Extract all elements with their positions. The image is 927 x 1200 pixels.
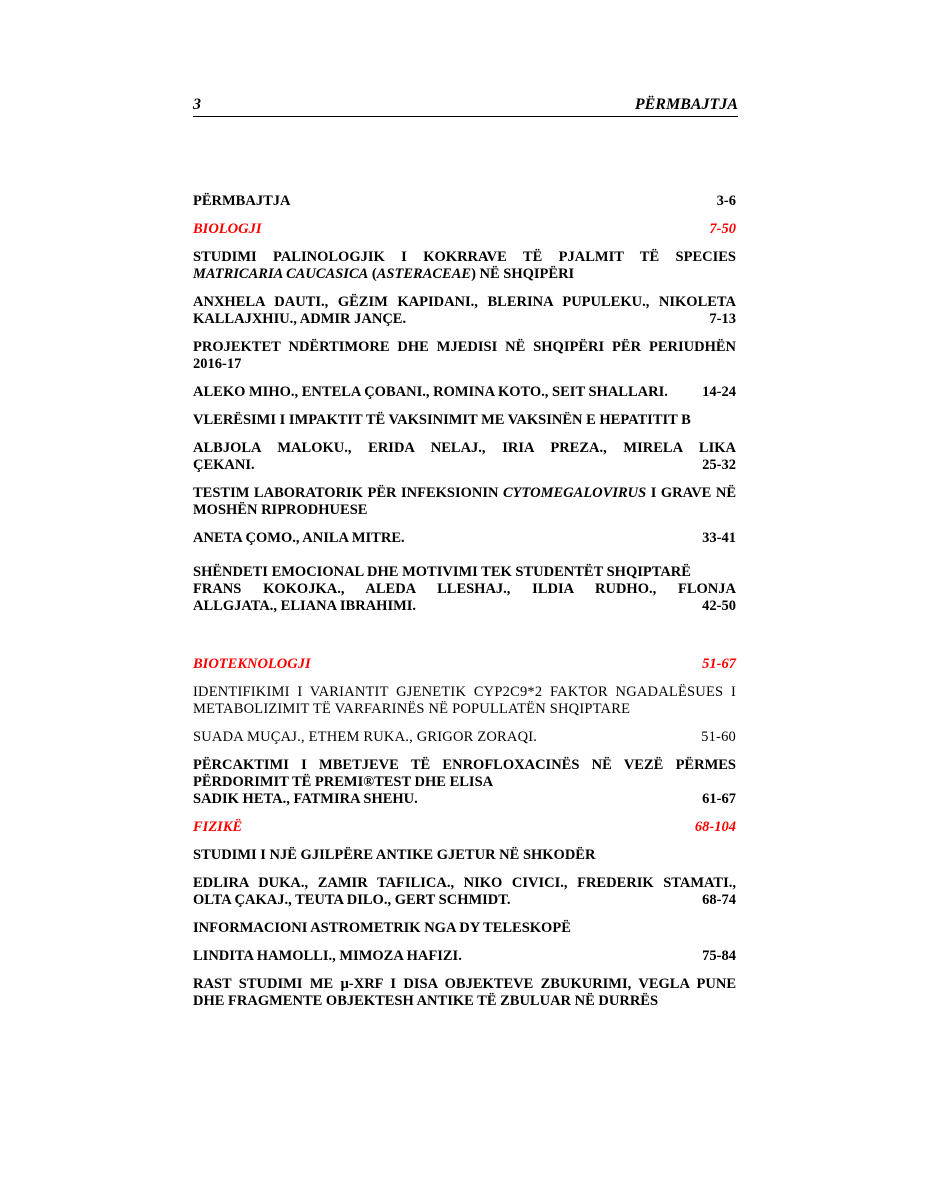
toc-entry-authors: ALEKO MIHO., ENTELA ÇOBANI., ROMINA KOTO., SEIT SHALLARI. 14-24 — [193, 384, 736, 400]
toc-entry-title[interactable]: VLERËSIMI I IMPAKTIT TË VAKSINIMIT ME VAKSINËN E HEPATITIT B — [193, 412, 691, 428]
toc-entry-authors: ANXHELA DAUTI., GËZIM KAPIDANI., BLERINA PUPULEKU., NIKOLETA KALLAJXHIU., ADMIR JANÇE. 7-13 — [193, 294, 736, 327]
section-label: BIOLOGJI — [193, 221, 262, 237]
table-of-contents — [193, 193, 736, 1021]
section-label: FIZIKË — [193, 819, 243, 835]
toc-entry-pages: 68-74 — [702, 892, 736, 908]
toc-entry-pages: 61-67 — [702, 791, 736, 807]
toc-entry-title[interactable]: PROJEKTET NDËRTIMORE DHE MJEDISI NË SHQIPËRI PËR PERIUDHËN 2016-17 — [193, 339, 736, 372]
toc-entry-title[interactable]: SHËNDETI EMOCIONAL DHE MOTIVIMI TEK STUDENTËT SHQIPTARË — [193, 564, 691, 580]
page-header — [193, 94, 738, 117]
toc-entry-title[interactable]: INFORMACIONI ASTROMETRIK NGA DY TELESKOPË — [193, 920, 571, 936]
toc-entry-pages: 7-13 — [709, 311, 736, 327]
toc-contents-label: PËRMBAJTJA — [193, 193, 291, 209]
toc-entry-title[interactable]: STUDIMI PALINOLOGJIK I KOKRRAVE TË PJALMIT TË SPECIES MATRICARIA CAUCASICA (ASTERACEAE) NË SHQIPËRI — [193, 249, 736, 282]
toc-entry-authors: FRANS KOKOJKA., ALEDA LLESHAJ., ILDIA RUDHO., FLONJA ALLGJATA., ELIANA IBRAHIMI. 42-50 — [193, 581, 736, 614]
toc-contents-pages: 3-6 — [716, 193, 736, 209]
section-fizike[interactable] — [193, 819, 736, 836]
toc-entry-pages: 42-50 — [702, 598, 736, 614]
toc-entry-authors: SUADA MUÇAJ., ETHEM RUKA., GRIGOR ZORAQI. 51-60 — [193, 729, 736, 745]
toc-entry-title[interactable]: TESTIM LABORATORIK PËR INFEKSIONIN CYTOMEGALOVIRUS I GRAVE NË MOSHËN RIPRODHUESE — [193, 485, 736, 518]
section-label: BIOTEKNOLOGJI — [193, 656, 311, 672]
section-pages: 51-67 — [702, 656, 736, 672]
toc-entry-title[interactable]: RAST STUDIMI ME µ-XRF I DISA OBJEKTEVE ZBUKURIMI, VEGLA PUNE DHE FRAGMENTE OBJEKTESH ANTIKE TË ZBULUAR NË DURRËS — [193, 976, 736, 1009]
toc-entry-authors: SADIK HETA., FATMIRA SHEHU. 61-67 — [193, 791, 736, 807]
toc-entry-pages: 75-84 — [702, 948, 736, 964]
section-pages: 68-104 — [694, 819, 736, 835]
toc-contents-row[interactable] — [193, 193, 736, 210]
toc-entry-title[interactable]: PËRCAKTIMI I MBETJEVE TË ENROFLOXACINËS NË VEZË PËRMES PËRDORIMIT TË PREMI®TEST DHE ELISA — [193, 757, 736, 790]
section-biologji[interactable] — [193, 221, 736, 238]
toc-entry-authors: ANETA ÇOMO., ANILA MITRE. 33-41 — [193, 530, 736, 546]
running-title: PËRMBAJTJA — [634, 96, 738, 113]
toc-entry-title[interactable]: STUDIMI I NJË GJILPËRE ANTIKE GJETUR NË SHKODËR — [193, 847, 596, 863]
toc-entry-authors: ALBJOLA MALOKU., ERIDA NELAJ., IRIA PREZA., MIRELA LIKA ÇEKANI. 25-32 — [193, 440, 736, 473]
toc-entry-pages: 25-32 — [702, 457, 736, 473]
toc-entry-pages: 51-60 — [701, 729, 736, 745]
page-number: 3 — [193, 96, 201, 113]
toc-entry-pages: 33-41 — [702, 530, 736, 546]
toc-entry-authors: EDLIRA DUKA., ZAMIR TAFILICA., NIKO CIVICI., FREDERIK STAMATI., OLTA ÇAKAJ., TEUTA DILO., GERT SCHMIDT. 68-74 — [193, 875, 736, 908]
toc-entry-pages: 14-24 — [702, 384, 736, 400]
section-bioteknologji[interactable] — [193, 656, 736, 673]
section-pages: 7-50 — [709, 221, 736, 237]
toc-entry-authors: LINDITA HAMOLLI., MIMOZA HAFIZI. 75-84 — [193, 948, 736, 964]
toc-entry-title[interactable]: IDENTIFIKIMI I VARIANTIT GJENETIK CYP2C9*2 FAKTOR NGADALËSUES I METABOLIZIMIT TË VARFARINËS NË POPULLATËN SHQIPTARE — [193, 684, 736, 717]
